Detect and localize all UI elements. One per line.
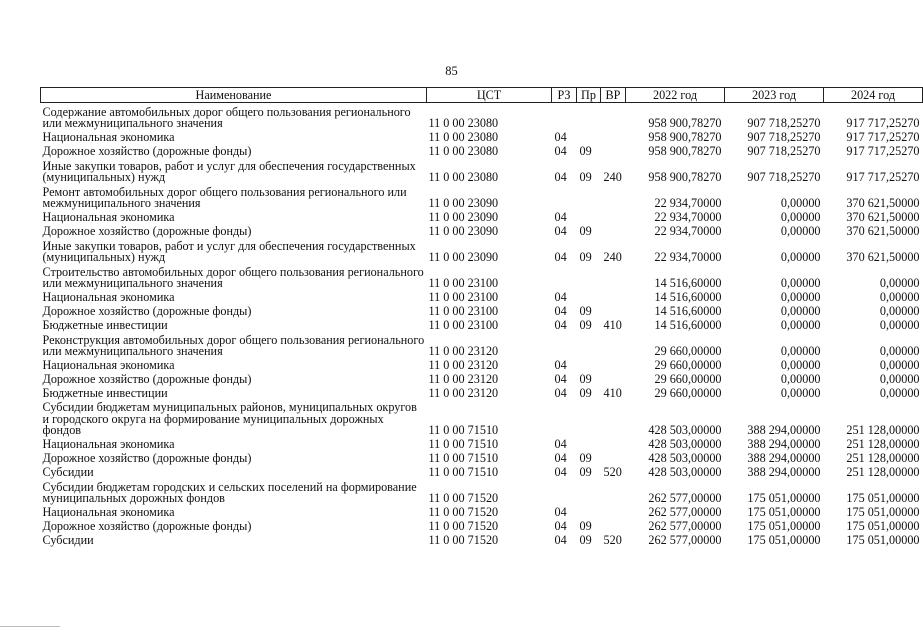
table-row bbox=[41, 504, 923, 518]
row-csr: 11 0 00 23100 bbox=[428, 317, 499, 332]
row-2024: 251 128,00000 bbox=[846, 464, 920, 479]
row-2022: 29 660,00000 bbox=[654, 371, 722, 386]
header-rz: РЗ bbox=[552, 88, 577, 103]
row-2024: 175 051,00000 bbox=[846, 532, 920, 547]
row-2023: 0,00000 bbox=[780, 275, 821, 290]
row-2024: 175 051,00000 bbox=[846, 490, 920, 505]
row-2024: 251 128,00000 bbox=[846, 422, 920, 437]
row-2023: 175 051,00000 bbox=[747, 490, 821, 505]
row-vr bbox=[601, 518, 626, 532]
row-pr: 09 bbox=[579, 223, 592, 238]
row-csr: 11 0 00 23090 bbox=[428, 249, 499, 264]
row-2023: 175 051,00000 bbox=[747, 518, 821, 533]
row-2024: 251 128,00000 bbox=[846, 436, 920, 451]
row-2023: 0,00000 bbox=[780, 195, 821, 210]
row-2023: 907 718,25270 bbox=[747, 169, 821, 184]
row-2022: 958 900,78270 bbox=[648, 169, 722, 184]
row-2024: 251 128,00000 bbox=[846, 450, 920, 465]
row-rz: 04 bbox=[554, 223, 567, 238]
row-2023: 0,00000 bbox=[780, 223, 821, 238]
row-2022: 14 516,60000 bbox=[654, 289, 722, 304]
row-2022: 22 934,70000 bbox=[654, 249, 722, 264]
row-2023: 0,00000 bbox=[780, 289, 821, 304]
row-2023: 388 294,00000 bbox=[747, 436, 821, 451]
row-vr bbox=[601, 436, 626, 450]
table-header-row bbox=[41, 88, 923, 103]
row-2023: 0,00000 bbox=[780, 371, 821, 386]
row-csr: 11 0 00 23090 bbox=[428, 195, 499, 210]
row-rz: 04 bbox=[554, 303, 567, 318]
row-2022: 958 900,78270 bbox=[648, 143, 722, 158]
row-2022: 262 577,00000 bbox=[648, 504, 722, 519]
row-2024: 0,00000 bbox=[879, 303, 920, 318]
table-row bbox=[41, 183, 923, 209]
row-csr: 11 0 00 71510 bbox=[428, 422, 499, 437]
row-name: Иные закупки товаров, работ и услуг для обеспечения государственных (муниципальных) нужд bbox=[42, 158, 416, 184]
row-2022: 262 577,00000 bbox=[648, 490, 722, 505]
row-csr: 11 0 00 23100 bbox=[428, 275, 499, 290]
footer-divider bbox=[0, 626, 60, 627]
row-2022: 428 503,00000 bbox=[648, 464, 722, 479]
row-name: Реконструкция автомобильных дорог общего пользования регионального или межмуниципального значения bbox=[42, 332, 425, 358]
row-2024: 370 621,50000 bbox=[846, 195, 920, 210]
row-name: Национальная экономика bbox=[42, 504, 175, 519]
row-pr: 09 bbox=[579, 169, 592, 184]
row-2024: 0,00000 bbox=[879, 357, 920, 372]
row-name: Дорожное хозяйство (дорожные фонды) bbox=[42, 518, 252, 533]
row-2022: 14 516,60000 bbox=[654, 275, 722, 290]
row-2024: 370 621,50000 bbox=[846, 223, 920, 238]
row-pr: 09 bbox=[579, 249, 592, 264]
row-2022: 14 516,60000 bbox=[654, 303, 722, 318]
row-rz: 04 bbox=[554, 249, 567, 264]
row-2024: 370 621,50000 bbox=[846, 209, 920, 224]
row-rz: 04 bbox=[554, 289, 567, 304]
row-vr bbox=[601, 450, 626, 464]
row-2022: 958 900,78270 bbox=[648, 115, 722, 130]
row-rz: 04 bbox=[554, 371, 567, 386]
row-2023: 175 051,00000 bbox=[747, 504, 821, 519]
row-2023: 0,00000 bbox=[780, 303, 821, 318]
row-rz: 04 bbox=[554, 464, 567, 479]
row-pr: 09 bbox=[579, 317, 592, 332]
row-pr bbox=[577, 436, 601, 450]
row-pr: 09 bbox=[579, 371, 592, 386]
row-vr: 240 bbox=[603, 249, 622, 264]
row-csr: 11 0 00 23120 bbox=[428, 343, 499, 358]
row-pr: 09 bbox=[579, 385, 592, 400]
row-csr: 11 0 00 23080 bbox=[428, 143, 499, 158]
row-name: Ремонт автомобильных дорог общего пользования регионального или межмуниципального значения bbox=[42, 184, 407, 210]
row-pr: 09 bbox=[579, 303, 592, 318]
row-rz: 04 bbox=[554, 436, 567, 451]
table-row bbox=[41, 331, 923, 357]
row-2023: 0,00000 bbox=[780, 317, 821, 332]
row-2024: 917 717,25270 bbox=[846, 143, 920, 158]
row-2023: 0,00000 bbox=[780, 385, 821, 400]
row-rz: 04 bbox=[554, 532, 567, 547]
row-2022: 14 516,60000 bbox=[654, 317, 722, 332]
row-2024: 917 717,25270 bbox=[846, 169, 920, 184]
table-row bbox=[41, 450, 923, 464]
row-csr: 11 0 00 71520 bbox=[428, 504, 499, 519]
row-csr: 11 0 00 23090 bbox=[428, 209, 499, 224]
row-vr bbox=[601, 263, 626, 289]
row-rz: 04 bbox=[554, 504, 567, 519]
row-rz: 04 bbox=[554, 357, 567, 372]
row-vr bbox=[601, 143, 626, 157]
row-2022: 29 660,00000 bbox=[654, 385, 722, 400]
row-vr bbox=[601, 129, 626, 143]
row-2024: 0,00000 bbox=[879, 385, 920, 400]
row-name: Субсидии бюджетам городских и сельских поселений на формирование муниципальных дорожных фондов bbox=[42, 479, 417, 505]
table-row bbox=[41, 317, 923, 331]
row-name: Дорожное хозяйство (дорожные фонды) bbox=[42, 371, 252, 386]
table-row bbox=[41, 385, 923, 399]
row-vr bbox=[601, 478, 626, 504]
row-2023: 907 718,25270 bbox=[747, 115, 821, 130]
row-name: Национальная экономика bbox=[42, 436, 175, 451]
row-name: Субсидии bbox=[42, 464, 94, 479]
row-name: Национальная экономика bbox=[42, 129, 175, 144]
row-2023: 175 051,00000 bbox=[747, 532, 821, 547]
row-csr: 11 0 00 23080 bbox=[428, 129, 499, 144]
row-pr bbox=[577, 478, 601, 504]
row-2022: 262 577,00000 bbox=[648, 532, 722, 547]
table-row bbox=[41, 237, 923, 263]
row-2024: 0,00000 bbox=[879, 371, 920, 386]
row-2022: 22 934,70000 bbox=[654, 209, 722, 224]
row-name: Дорожное хозяйство (дорожные фонды) bbox=[42, 450, 252, 465]
row-csr: 11 0 00 23120 bbox=[428, 385, 499, 400]
row-vr: 410 bbox=[603, 317, 622, 332]
table-row bbox=[41, 289, 923, 303]
row-vr: 520 bbox=[603, 532, 622, 547]
row-rz bbox=[552, 399, 577, 436]
row-vr: 520 bbox=[603, 464, 622, 479]
row-2023: 388 294,00000 bbox=[747, 450, 821, 465]
row-2024: 175 051,00000 bbox=[846, 518, 920, 533]
row-pr: 09 bbox=[579, 464, 592, 479]
row-rz bbox=[552, 103, 577, 130]
row-name: Национальная экономика bbox=[42, 209, 175, 224]
row-name: Строительство автомобильных дорог общего пользования регионального или межмуниципального значения bbox=[42, 264, 424, 290]
row-rz: 04 bbox=[554, 385, 567, 400]
header-vr: ВР bbox=[601, 88, 626, 103]
header-csr: ЦСТ bbox=[427, 88, 552, 103]
table-row bbox=[41, 143, 923, 157]
row-2023: 0,00000 bbox=[780, 343, 821, 358]
row-name: Дорожное хозяйство (дорожные фонды) bbox=[42, 223, 252, 238]
row-csr: 11 0 00 23120 bbox=[428, 371, 499, 386]
row-2023: 907 718,25270 bbox=[747, 143, 821, 158]
row-vr bbox=[601, 223, 626, 237]
row-name: Дорожное хозяйство (дорожные фонды) bbox=[42, 143, 252, 158]
row-name: Субсидии bbox=[42, 532, 94, 547]
row-csr: 11 0 00 23080 bbox=[428, 115, 499, 130]
row-rz: 04 bbox=[554, 317, 567, 332]
row-csr: 11 0 00 23080 bbox=[428, 169, 499, 184]
row-vr bbox=[601, 399, 626, 436]
row-rz bbox=[552, 263, 577, 289]
row-pr: 09 bbox=[579, 450, 592, 465]
row-rz: 04 bbox=[554, 518, 567, 533]
table-row bbox=[41, 399, 923, 436]
row-name: Дорожное хозяйство (дорожные фонды) bbox=[42, 303, 252, 318]
row-2024: 0,00000 bbox=[879, 289, 920, 304]
row-name: Национальная экономика bbox=[42, 289, 175, 304]
row-pr bbox=[577, 209, 601, 223]
table-row bbox=[41, 263, 923, 289]
row-csr: 11 0 00 71510 bbox=[428, 436, 499, 451]
row-pr bbox=[577, 331, 601, 357]
row-vr bbox=[601, 504, 626, 518]
row-2023: 388 294,00000 bbox=[747, 422, 821, 437]
row-rz bbox=[552, 478, 577, 504]
row-2023: 388 294,00000 bbox=[747, 464, 821, 479]
row-2022: 22 934,70000 bbox=[654, 195, 722, 210]
row-2022: 22 934,70000 bbox=[654, 223, 722, 238]
row-rz: 04 bbox=[554, 209, 567, 224]
header-2023: 2023 год bbox=[725, 88, 824, 103]
row-csr: 11 0 00 71510 bbox=[428, 450, 499, 465]
row-pr bbox=[577, 103, 601, 130]
row-2023: 0,00000 bbox=[780, 249, 821, 264]
row-2022: 428 503,00000 bbox=[648, 422, 722, 437]
row-2024: 370 621,50000 bbox=[846, 249, 920, 264]
row-2022: 29 660,00000 bbox=[654, 343, 722, 358]
row-2022: 262 577,00000 bbox=[648, 518, 722, 533]
table-row bbox=[41, 478, 923, 504]
row-vr bbox=[601, 209, 626, 223]
row-pr bbox=[577, 289, 601, 303]
row-2023: 0,00000 bbox=[780, 209, 821, 224]
row-csr: 11 0 00 71520 bbox=[428, 532, 499, 547]
row-name: Бюджетные инвестиции bbox=[42, 317, 168, 332]
table-row bbox=[41, 464, 923, 478]
row-pr bbox=[577, 504, 601, 518]
row-rz: 04 bbox=[554, 169, 567, 184]
row-2023: 907 718,25270 bbox=[747, 129, 821, 144]
row-pr: 09 bbox=[579, 143, 592, 158]
row-csr: 11 0 00 23100 bbox=[428, 289, 499, 304]
row-2022: 428 503,00000 bbox=[648, 450, 722, 465]
row-pr bbox=[577, 357, 601, 371]
row-2024: 0,00000 bbox=[879, 275, 920, 290]
table-row bbox=[41, 532, 923, 546]
table-row bbox=[41, 303, 923, 317]
header-2024: 2024 год bbox=[824, 88, 923, 103]
row-2024: 917 717,25270 bbox=[846, 129, 920, 144]
row-vr: 240 bbox=[603, 169, 622, 184]
table-row bbox=[41, 436, 923, 450]
row-2022: 29 660,00000 bbox=[654, 357, 722, 372]
row-name: Содержание автомобильных дорог общего пользования регионального или межмуниципального значения bbox=[42, 104, 411, 130]
row-csr: 11 0 00 71510 bbox=[428, 464, 499, 479]
table-row bbox=[41, 518, 923, 532]
header-pr: Пр bbox=[577, 88, 601, 103]
row-csr: 11 0 00 23100 bbox=[428, 303, 499, 318]
row-rz: 04 bbox=[554, 450, 567, 465]
row-2024: 917 717,25270 bbox=[846, 115, 920, 130]
table-row bbox=[41, 357, 923, 371]
row-csr: 11 0 00 71520 bbox=[428, 518, 499, 533]
row-name: Субсидии бюджетам муниципальных районов, муниципальных округов и городского округа на формирование муниципальных дорожных фондов bbox=[42, 400, 417, 437]
row-rz bbox=[552, 331, 577, 357]
row-2022: 958 900,78270 bbox=[648, 129, 722, 144]
row-pr bbox=[577, 263, 601, 289]
row-vr bbox=[601, 357, 626, 371]
table-row bbox=[41, 129, 923, 143]
table-row bbox=[41, 371, 923, 385]
row-name: Иные закупки товаров, работ и услуг для обеспечения государственных (муниципальных) нужд bbox=[42, 238, 416, 264]
row-csr: 11 0 00 71520 bbox=[428, 490, 499, 505]
row-name: Национальная экономика bbox=[42, 357, 175, 372]
row-2024: 0,00000 bbox=[879, 343, 920, 358]
row-vr bbox=[601, 303, 626, 317]
row-pr bbox=[577, 129, 601, 143]
row-csr: 11 0 00 23090 bbox=[428, 223, 499, 238]
row-vr bbox=[601, 103, 626, 130]
header-name: Наименование bbox=[41, 88, 427, 103]
row-2022: 428 503,00000 bbox=[648, 436, 722, 451]
row-vr: 410 bbox=[603, 385, 622, 400]
row-name: Бюджетные инвестиции bbox=[42, 385, 168, 400]
table-row bbox=[41, 209, 923, 223]
row-rz bbox=[552, 183, 577, 209]
row-pr bbox=[577, 183, 601, 209]
row-rz: 04 bbox=[554, 129, 567, 144]
row-pr bbox=[577, 399, 601, 436]
row-vr bbox=[601, 289, 626, 303]
budget-table bbox=[40, 87, 923, 546]
table-row bbox=[41, 157, 923, 183]
page-number: 85 bbox=[445, 64, 458, 78]
row-vr bbox=[601, 331, 626, 357]
row-2024: 0,00000 bbox=[879, 317, 920, 332]
row-pr: 09 bbox=[579, 532, 592, 547]
row-pr: 09 bbox=[579, 518, 592, 533]
table-row bbox=[41, 103, 923, 130]
table-row bbox=[41, 223, 923, 237]
row-rz: 04 bbox=[554, 143, 567, 158]
row-csr: 11 0 00 23120 bbox=[428, 357, 499, 372]
row-vr bbox=[601, 371, 626, 385]
row-2024: 175 051,00000 bbox=[846, 504, 920, 519]
row-vr bbox=[601, 183, 626, 209]
row-2023: 0,00000 bbox=[780, 357, 821, 372]
header-2022: 2022 год bbox=[626, 88, 725, 103]
